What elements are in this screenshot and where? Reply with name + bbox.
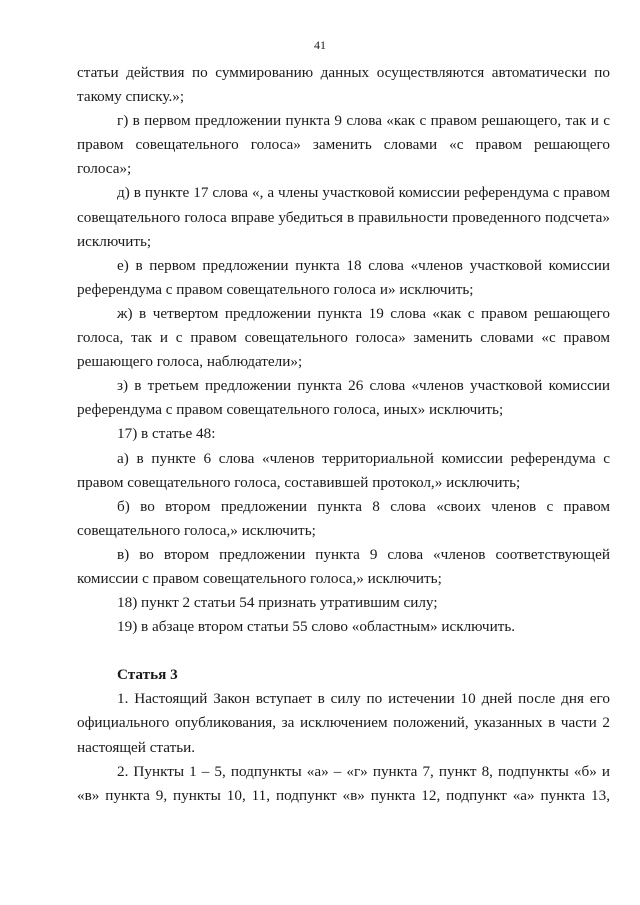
article-heading: Статья 3 bbox=[117, 666, 178, 684]
paragraph-item-a: а) в пункте 6 слова «членов территориальной комиссии референдума с правом совещательного голоса, составившей протокол,» исключить; bbox=[77, 449, 610, 491]
paragraph-item-18: 18) пункт 2 статьи 54 признать утратившим силу; bbox=[117, 594, 438, 612]
paragraph-item-e: е) в первом предложении пункта 18 слова «членов участковой комиссии референдума с правом совещательного голоса и» исключить; bbox=[77, 256, 610, 298]
section-spacer bbox=[77, 639, 610, 663]
paragraph-item-g: г) в первом предложении пункта 9 слова «как с правом решающего, так и с правом совещательного голоса» заменить словами «с правом решающего голоса»; bbox=[77, 112, 610, 178]
paragraph-item-17: 17) в статье 48: bbox=[117, 425, 216, 443]
paragraph-item-v: в) во втором предложении пункта 9 слова «членов соответствующей комиссии с правом совещательного голоса,» исключить; bbox=[77, 545, 610, 587]
paragraph-continuation: статьи действия по суммированию данных осуществляются автоматически по такому списку.»; bbox=[77, 64, 610, 106]
paragraph-item-zh: ж) в четвертом предложении пункта 19 слова «как с правом решающего голоса, так и с правом совещательного голоса» заменить словами «с правом решающего голоса, наблюдатели»; bbox=[77, 304, 610, 371]
paragraph-item-b: б) во втором предложении пункта 8 слова «своих членов с правом совещательного голоса,» исключить; bbox=[77, 497, 610, 539]
article-paragraph-2: 2. Пункты 1 – 5, подпункты «а» – «г» пункта 7, пункт 8, подпункты «б» и «в» пункта 9, пункты 10, 11, подпункт «в» пункта 12, подпункт «а» пункта 13, bbox=[77, 762, 610, 804]
paragraph-item-d: д) в пункте 17 слова «, а члены участковой комиссии референдума с правом совещательного голоса вправе убедиться в правильности проведенного подсчета» исключить; bbox=[77, 184, 610, 250]
article-paragraph-1: 1. Настоящий Закон вступает в силу по истечении 10 дней после дня его официального опубликования, за исключением положений, указанных в части 2 настоящей статьи. bbox=[77, 690, 610, 756]
document-body bbox=[77, 61, 610, 808]
page-number: 41 bbox=[314, 38, 326, 52]
paragraph-item-19: 19) в абзаце втором статьи 55 слово «областным» исключить. bbox=[117, 618, 516, 636]
paragraph-item-z: з) в третьем предложении пункта 26 слова «членов участковой комиссии референдума с правом совещательного голоса, иных» исключить; bbox=[77, 377, 610, 419]
